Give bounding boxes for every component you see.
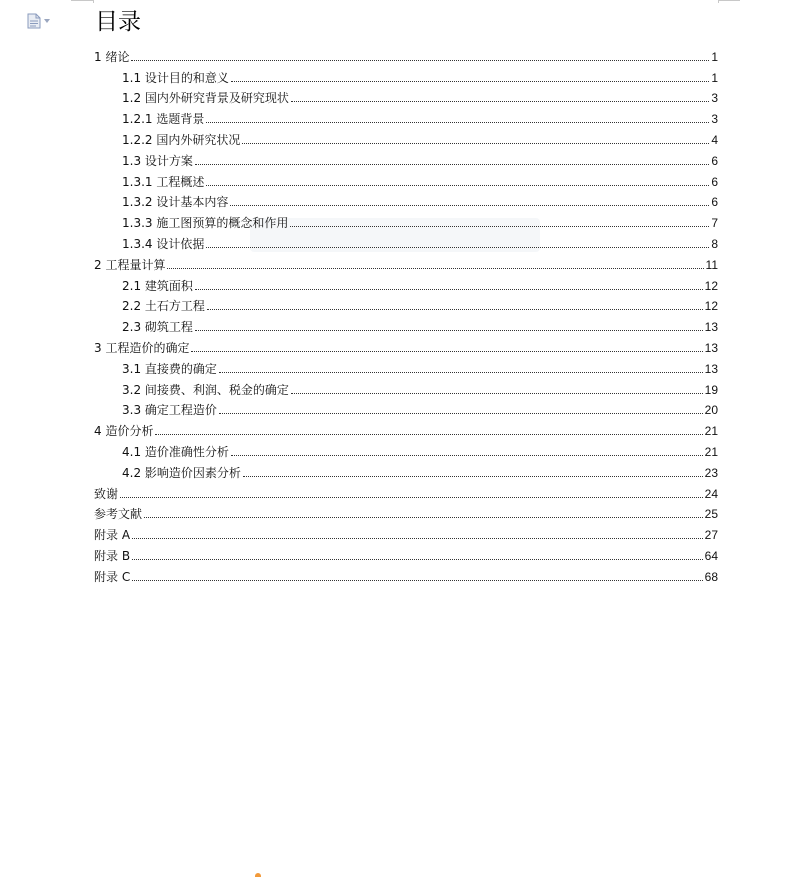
toc-entry-page-number: 68: [704, 569, 718, 584]
toc-entry[interactable]: [94, 126, 718, 147]
toc-entry-title: 1.3 设计方案: [122, 153, 193, 168]
toc-entry-title: 1.3.2 设计基本内容: [122, 195, 229, 210]
toc-dot-leader: [206, 122, 709, 123]
toc-entry-page-number: 64: [704, 548, 718, 563]
toc-entry[interactable]: [94, 209, 718, 230]
toc-entry-page-number: 1: [711, 49, 718, 64]
crop-mark-left: [71, 0, 93, 1]
crop-mark-right: [718, 0, 740, 1]
toc-entry-title: 4 造价分析: [94, 424, 154, 439]
toc-entry[interactable]: [94, 189, 718, 210]
toc-entry[interactable]: [94, 64, 718, 85]
toc-entry-page-number: 3: [711, 91, 718, 106]
toc-entry-title: 2 工程量计算: [94, 257, 166, 272]
toc-dot-leader: [291, 101, 709, 102]
toc-entry[interactable]: [94, 313, 718, 334]
toc-entry[interactable]: [94, 43, 718, 64]
toc-dot-leader: [191, 351, 702, 352]
toc-entry[interactable]: [94, 293, 718, 314]
toc-dot-leader: [155, 434, 702, 435]
toc-entry-title: 2.1 建筑面积: [122, 278, 193, 293]
toc-dot-leader: [206, 185, 709, 186]
toc-entry-title: 附录 B: [94, 548, 131, 563]
toc-dot-leader: [219, 372, 703, 373]
toc-entry-title: 3.1 直接费的确定: [122, 361, 217, 376]
toc-entry[interactable]: [94, 521, 718, 542]
toc-entry[interactable]: [94, 542, 718, 563]
toc-entry[interactable]: [94, 438, 718, 459]
toc-dot-leader: [132, 538, 703, 539]
toc-entry-title: 1.3.1 工程概述: [122, 174, 205, 189]
toc-dot-leader: [231, 81, 709, 82]
toc-entry[interactable]: [94, 251, 718, 272]
toc-entry-page-number: 7: [711, 216, 718, 231]
toc-entry-title: 致谢: [94, 486, 119, 501]
document-icon: [27, 13, 41, 29]
toc-dot-leader: [132, 559, 703, 560]
toc-entry[interactable]: [94, 501, 718, 522]
toc-dot-leader: [291, 393, 703, 394]
toc-entry-title: 2.2 土石方工程: [122, 299, 205, 314]
page-title: 目录: [95, 9, 141, 35]
toc-entry-page-number: 27: [704, 528, 718, 543]
toc-entry-page-number: 6: [711, 174, 718, 189]
toc-entry-title: 附录 C: [94, 569, 131, 584]
toc-entry-title: 1.3.3 施工图预算的概念和作用: [122, 216, 289, 231]
toc-entry-title: 参考文献: [94, 507, 143, 522]
toc-entry-title: 1.2.2 国内外研究状况: [122, 132, 241, 147]
toc-dot-leader: [131, 60, 709, 61]
toc-entry-page-number: 24: [704, 486, 718, 501]
toc-entry-title: 1.2.1 选题背景: [122, 112, 205, 127]
toc-entry[interactable]: [94, 105, 718, 126]
toc-entry[interactable]: [94, 417, 718, 438]
toc-entry[interactable]: [94, 376, 718, 397]
toc-entry-page-number: 12: [704, 278, 718, 293]
toc-dot-leader: [120, 497, 703, 498]
toc-entry-page-number: 12: [704, 299, 718, 314]
toc-dot-leader: [230, 205, 709, 206]
toc-entry[interactable]: [94, 147, 718, 168]
toc-entry-page-number: 11: [705, 257, 718, 272]
toc-entry-page-number: 19: [704, 382, 718, 397]
caret-down-icon: [44, 19, 50, 23]
crop-mark-left-vertical: [93, 0, 94, 3]
toc-entry-page-number: 20: [704, 403, 718, 418]
toc-dot-leader: [132, 580, 702, 581]
table-of-contents: [94, 43, 718, 584]
toc-entry-page-number: 25: [704, 507, 718, 522]
toc-entry[interactable]: [94, 480, 718, 501]
toc-dot-leader: [195, 289, 703, 290]
toc-entry-title: 1.3.4 设计依据: [122, 236, 205, 251]
toc-entry-page-number: 3: [711, 112, 718, 127]
cursor-marker: [255, 873, 261, 877]
toc-entry-page-number: 6: [711, 153, 718, 168]
toc-dot-leader: [242, 143, 709, 144]
toc-entry-title: 3.2 间接费、利润、税金的确定: [122, 382, 289, 397]
toc-entry-page-number: 13: [704, 320, 718, 335]
toc-dot-leader: [219, 413, 703, 414]
document-menu-button[interactable]: [27, 12, 55, 30]
toc-dot-leader: [243, 476, 703, 477]
toc-dot-leader: [290, 226, 709, 227]
toc-entry[interactable]: [94, 459, 718, 480]
toc-entry-title: 1.1 设计目的和意义: [122, 70, 229, 85]
toc-entry-title: 4.2 影响造价因素分析: [122, 465, 241, 480]
toc-dot-leader: [195, 164, 709, 165]
toc-dot-leader: [195, 330, 703, 331]
toc-entry[interactable]: [94, 230, 718, 251]
toc-entry-title: 附录 A: [94, 528, 131, 543]
toc-entry-title: 4.1 造价准确性分析: [122, 444, 229, 459]
toc-dot-leader: [167, 268, 703, 269]
toc-dot-leader: [144, 517, 703, 518]
toc-entry-page-number: 1: [711, 70, 718, 85]
toc-entry-page-number: 4: [711, 132, 718, 147]
toc-entry-page-number: 23: [704, 465, 718, 480]
toc-entry-title: 2.3 砌筑工程: [122, 320, 193, 335]
toc-entry[interactable]: [94, 168, 718, 189]
toc-entry-page-number: 13: [704, 340, 718, 355]
toc-entry[interactable]: [94, 334, 718, 355]
toc-entry[interactable]: [94, 397, 718, 418]
toc-entry-title: 1.2 国内外研究背景及研究现状: [122, 91, 289, 106]
toc-dot-leader: [206, 247, 709, 248]
toc-entry-title: 3 工程造价的确定: [94, 340, 190, 355]
toc-entry-page-number: 21: [704, 444, 718, 459]
toc-entry-page-number: 8: [711, 236, 718, 251]
toc-entry[interactable]: [94, 272, 718, 293]
toc-entry-page-number: 13: [704, 361, 718, 376]
toc-dot-leader: [207, 309, 703, 310]
crop-mark-right-vertical: [718, 0, 719, 3]
toc-entry-page-number: 6: [711, 195, 718, 210]
toc-entry[interactable]: [94, 85, 718, 106]
toc-dot-leader: [231, 455, 703, 456]
toc-entry-title: 3.3 确定工程造价: [122, 403, 217, 418]
toc-entry[interactable]: [94, 563, 718, 584]
toc-entry[interactable]: [94, 355, 718, 376]
toc-entry-title: 1 绪论: [94, 49, 130, 64]
toc-entry-page-number: 21: [704, 424, 718, 439]
